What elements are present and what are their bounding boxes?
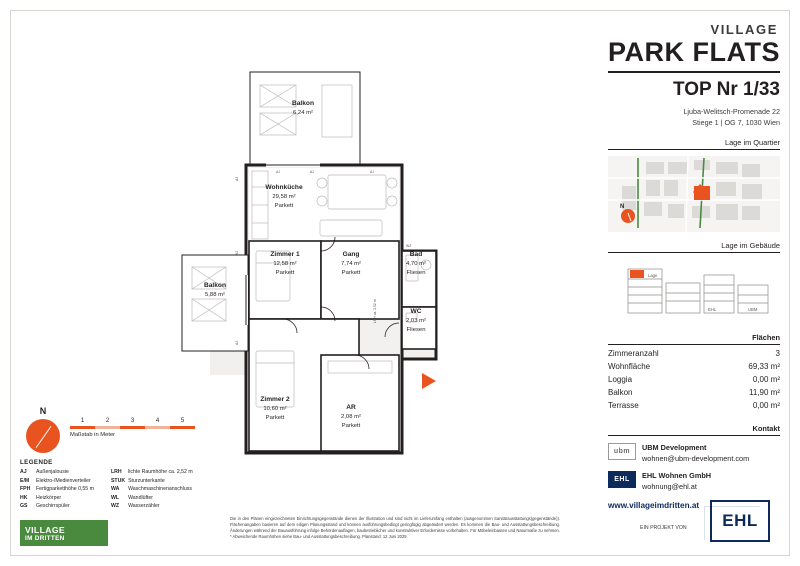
svg-text:UBM: UBM: [748, 306, 758, 312]
website-link[interactable]: www.villageimdritten.at: [608, 501, 700, 511]
svg-text:AJ: AJ: [235, 341, 239, 345]
legend: [20, 459, 235, 512]
scale-tick: 1: [80, 418, 85, 424]
contact-email[interactable]: wohnung@ehl.at: [642, 481, 697, 491]
svg-text:AJ: AJ: [235, 177, 239, 181]
section-header-quartier: Lage im Quartier: [608, 138, 780, 150]
areas-title: Flächen: [608, 333, 780, 345]
compass: [20, 406, 66, 453]
scale-tick: 4: [155, 418, 160, 424]
room-label-gang: Gang 7,74 m² Parkett: [341, 251, 361, 276]
entrance-arrow: [422, 373, 436, 389]
area-value: 0,00 m²: [752, 400, 780, 410]
compass-label: N: [39, 406, 47, 416]
legend-row: FPH Fertigparketthöhe 0,55 m: [20, 486, 94, 493]
area-row: [608, 401, 780, 410]
building-diagram: [608, 259, 780, 321]
room-label-balkon-left: Balkon 5,88 m²: [204, 282, 226, 298]
scale-segments: [70, 426, 196, 429]
room-label-balkon-top: Balkon 6,24 m²: [292, 100, 314, 116]
area-label: Wohnfläche: [608, 361, 651, 371]
legend-row: WL Wandlüfter: [110, 494, 153, 501]
area-row: [608, 349, 780, 358]
village-im-dritten-logo: [20, 520, 108, 546]
contact-ehl: [608, 471, 780, 492]
area-value: 3: [775, 348, 780, 358]
room-label-ar: AR 2,08 m² Parkett: [341, 404, 361, 429]
scale-tick: 5: [180, 418, 185, 424]
legend-column-right: [111, 469, 196, 512]
section-header-gebaeude: Lage im Gebäude: [608, 241, 780, 253]
address: [608, 107, 780, 129]
unit-number: TOP Nr 1/33: [672, 79, 780, 101]
area-label: Terrasse: [608, 400, 639, 410]
svg-text:AJ: AJ: [276, 170, 280, 174]
area-label: Loggia: [608, 374, 633, 384]
address-line-1: Ljuba-Welitsch-Promenade 22: [683, 107, 780, 117]
area-row: [608, 388, 780, 397]
room-label-bad: Bad 4,70 m² Fliesen: [406, 251, 426, 276]
brand-park-flats: PARK FLATS: [608, 37, 780, 67]
scale-ticks: [70, 418, 196, 424]
svg-text:AJ: AJ: [310, 170, 314, 174]
contact-name: UBM Development: [642, 442, 707, 452]
legend-row: LRH lichte Raumhöhe ca. 2,52 m: [110, 469, 193, 475]
area-row: [608, 375, 780, 384]
area-row: [608, 362, 780, 371]
ehl-logo: EHL: [608, 471, 636, 488]
scale-tick: 2: [105, 418, 110, 424]
contact-email[interactable]: wohnen@ubm-development.com: [642, 453, 750, 463]
area-value: 11,90 m²: [749, 387, 780, 397]
address-line-2: Stiege 1 | OG 7, 1030 Wien: [692, 118, 780, 128]
room-label-wc: WC 2,03 m² Fliesen: [406, 308, 426, 333]
contact-ubm: [608, 443, 780, 464]
scale-caption: Maßstab in Meter: [70, 432, 116, 438]
vd-line-2: IM DRITTEN: [25, 534, 65, 542]
legend-row: STUK Sturzunterkante: [110, 477, 165, 484]
area-label: Balkon: [608, 387, 633, 397]
contact-title: Kontakt: [608, 424, 780, 436]
legend-row: HK Heizkörper: [20, 494, 62, 501]
disclaimer-text: Die in den Plänen eingezeichneten Einrichtungsgegenstände dienen der Illustration und sind nicht im Lieferumfang enthalten (ausgenommen Sanitärausstattungs(gegenstände)). Flächenangaben basieren auf dem eiligen Planungsstand und können ausführungsbedingt geringfügig abgeändert werden. Es kommen die Bau- und Ausstattungsbeschreibung. Änderungen während der Bauausführung infolge Behördenauflagen, baubetrieblicher und konstruktiver Erfordernisse vorbehalten. Für Möbeleinbauten und Naturmaße zu nehmen. * Abweichende Raumhöhen siehe Bau- und Ausstattungsbeschreibung. Planstand: 12 Juni 2025: [230, 516, 560, 540]
area-value: 69,33 m²: [748, 361, 780, 371]
contact-name: EHL Wohnen GmbH: [642, 471, 712, 481]
scale-bar: [70, 418, 196, 438]
legend-row: WA Waschmaschinenanschluss: [110, 486, 192, 493]
info-panel: [608, 22, 780, 542]
area-value: 0,00 m²: [752, 374, 780, 384]
legend-row: GS Geschirrspüler: [20, 503, 70, 510]
ehl-footer-mark: EHL: [710, 500, 770, 542]
svg-text:AJ: AJ: [235, 251, 239, 255]
svg-text:N: N: [620, 203, 625, 210]
room-label-zimmer-1: Zimmer 1 12,58 m² Parkett: [270, 251, 300, 276]
room-label-wohnkueche: Wohnküche 29,58 m² Parkett: [265, 184, 303, 209]
legend-column-left: [20, 469, 97, 512]
svg-text:EHL: EHL: [708, 306, 717, 312]
svg-text:Lage: Lage: [648, 272, 658, 278]
ehl-footer-logo: [704, 496, 770, 542]
legend-row: AJ Außenjalousie: [20, 469, 69, 475]
compass-dial: [26, 419, 60, 453]
brand-village: VILLAGE: [710, 22, 778, 37]
svg-text:LRH ca. 2,52 m: LRH ca. 2,52 m: [373, 299, 377, 323]
svg-text:AJ: AJ: [370, 170, 374, 174]
room-label-zimmer-2: Zimmer 2 10,60 m² Parkett: [260, 396, 290, 421]
quarter-map: [608, 156, 780, 232]
ubm-logo: ubm: [608, 443, 636, 460]
legend-row: WZ Wasserzähler: [110, 503, 160, 510]
svg-text:WZ: WZ: [406, 244, 412, 248]
legend-row: E/M Elektro-/Medienverteiler: [20, 477, 91, 484]
vd-line-1: VILLAGE: [25, 524, 66, 535]
scale-tick: 3: [130, 418, 135, 424]
brand-divider: [608, 71, 780, 73]
area-label: Zimmeranzahl: [608, 348, 659, 358]
project-by-label: EIN PROJEKT VON: [640, 525, 687, 531]
legend-title: LEGENDE: [20, 459, 53, 466]
floor-plan: [170, 55, 600, 455]
